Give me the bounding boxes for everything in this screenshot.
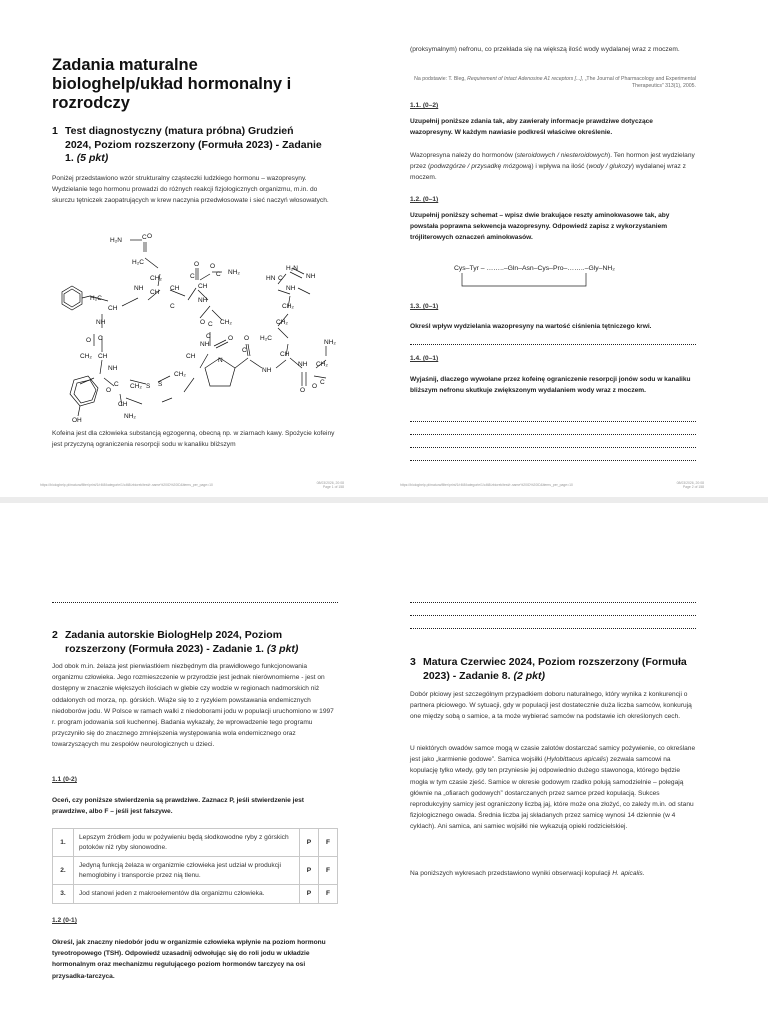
svg-text:NH: NH: [200, 341, 210, 348]
section-2-points: (3 pkt): [266, 642, 299, 655]
task-1-4-label: 1.4. (0–1): [410, 355, 439, 362]
footer-date: 08/03/2026, 20:08: [676, 481, 704, 485]
answer-line[interactable]: [410, 447, 696, 448]
footer-url[interactable]: https://biologhelp.pl/matura/filter/print/1/r4t8/kategorie/1/c4t8/zbiorek/test/r-name%20ID%20ID&items_per_page=10: [40, 483, 213, 487]
svg-text:NH: NH: [306, 273, 316, 280]
false-option[interactable]: F: [319, 885, 338, 904]
svg-text:CH: CH: [118, 401, 128, 408]
svg-text:O: O: [106, 387, 112, 394]
svg-text:H₂N: H₂N: [110, 237, 122, 244]
svg-text:C: C: [242, 347, 247, 354]
svg-text:CH₂: CH₂: [282, 303, 294, 310]
section-2-title: Zadania autorskie BiologHelp 2024, Poziom rozszerzony (Formuła 2023) - Zadanie 1.: [65, 629, 283, 655]
svg-text:C: C: [190, 273, 195, 280]
true-option[interactable]: P: [300, 829, 319, 857]
section-1-caffeine-continued: (proksymalnym) nefronu, co przekłada się na większą ilość wody wydalanej wraz z moczem.: [410, 46, 680, 53]
section-1-intro: Poniżej przedstawiono wzór strukturalny cząsteczki ludzkiego hormonu – wazopresyny. Wydzielanie tego hormonu prowadzi do różnych reakcji fizjologicznych organizmu, m.in. do skurczu tętniczek zaopatrujących w krew naczynia przedwłosowate i sieć naczyń włosowatych.: [52, 175, 329, 205]
sequence-text: Cys–Tyr – ……..–Gln–Asn–Cys–Pro–……..–Gly–NH₂: [454, 265, 615, 272]
answer-line[interactable]: [52, 602, 338, 603]
false-option[interactable]: F: [319, 829, 338, 857]
task-2-1-label: 1.1 (0-2): [52, 776, 77, 783]
svg-text:S: S: [158, 381, 163, 388]
svg-text:CH₂: CH₂: [150, 275, 162, 282]
task-2-2-instruction: Określ, jak znaczny niedobór jodu w organizmie człowieka wpłynie na poziom hormonu tyreotropowego (TSH). Odpowiedź uzasadnij odwołując się do roli jodu w układzie hormonalnym oraz mechanizmu regulującego poziom hormonów tarczycy na osi przysadka-tarczyca.: [52, 939, 326, 980]
answer-line[interactable]: [410, 602, 696, 603]
svg-text:CH: CH: [198, 283, 208, 290]
svg-text:NH: NH: [198, 297, 208, 304]
svg-text:NH: NH: [96, 319, 106, 326]
source-citation: Na podstawie: T. Bleg, Requirement of Intact Adenosine A1 receptors [...], „The Journal of Pharmacology and Experimental Therapeutics” 313(1), 2005.: [414, 76, 696, 90]
section-1-caffeine-text: Kofeina jest dla człowieka substancją egzogenną, obecną np. w ziarnach kawy. Spożycie kofeiny jest przyczyną ograniczenia resorpcji sodu w kanaliku bliższym: [52, 430, 335, 449]
answer-line[interactable]: [410, 344, 696, 345]
table-row: [53, 885, 338, 904]
section-1-number: 1: [52, 125, 58, 137]
task-2-1-instruction: Oceń, czy poniższe stwierdzenia są prawdziwe. Zaznacz P, jeśli stwierdzenie jest prawdziwe, albo F – jeśli jest fałszywe.: [52, 797, 304, 816]
svg-text:CH₂: CH₂: [316, 361, 328, 368]
true-option[interactable]: P: [300, 857, 319, 885]
task-1-2-instruction: Uzupełnij poniższy schemat – wpisz dwie brakujące reszty aminokwasowe tak, aby powstała poprawna sekwencja wazopresyny. Odpowiedź zapisz z wykorzystaniem trójliterowych oznaczeń aminokwasów.: [410, 212, 670, 242]
task-1-2-label: 1.2. (0–1): [410, 196, 439, 203]
statement-text: Jedyną funkcją żelaza w organizmie człowieka jest udział w produkcji hemoglobiny i transporcie przez nią tlenu.: [74, 857, 300, 885]
svg-text:NH: NH: [262, 367, 272, 374]
section-3-number: 3: [410, 656, 416, 668]
row-number: 2.: [53, 857, 74, 885]
svg-text:CH: CH: [280, 351, 290, 358]
footer-date: 08/03/2026, 20:08: [316, 481, 344, 485]
vasopressin-structure-svg: [50, 228, 340, 424]
section-1-title: Test diagnostyczny (matura próbna) Grudzień 2024, Poziom rozszerzony (Formuła 2023) - Zadanie 1.: [65, 125, 322, 164]
svg-text:NH₂: NH₂: [228, 269, 240, 276]
page-4: [384, 503, 768, 1024]
statement-text: Lepszym źródłem jodu w pożywieniu będą słodkowodne ryby z górskich potoków niż ryby słonowodne.: [74, 829, 300, 857]
answer-line[interactable]: [410, 615, 696, 616]
svg-text:O: O: [244, 335, 250, 342]
svg-text:NH: NH: [134, 285, 144, 292]
svg-text:CH₂: CH₂: [220, 319, 232, 326]
svg-text:CH₂: CH₂: [174, 371, 186, 378]
option-substance[interactable]: wody / glukozy: [588, 163, 632, 171]
svg-text:O: O: [200, 319, 206, 326]
svg-text:CH: CH: [108, 305, 118, 312]
section-3-heading: [410, 656, 690, 683]
statement-text: Jod stanowi jeden z makroelementów dla organizmu człowieka.: [74, 885, 300, 904]
false-option[interactable]: F: [319, 857, 338, 885]
svg-text:C: C: [170, 303, 175, 310]
page-2-footer: [400, 481, 704, 493]
svg-text:CH₂: CH₂: [130, 383, 142, 390]
chem-labels: [72, 233, 336, 424]
svg-text:O: O: [147, 233, 153, 240]
svg-text:C: C: [98, 335, 103, 342]
answer-line[interactable]: [410, 460, 696, 461]
svg-text:NH: NH: [298, 361, 308, 368]
task-1-1-instruction: Uzupełnij poniższe zdania tak, aby zawierały informacje prawdziwe dotyczące wazopresyny. W każdym nawiasie podkreśl właściwe określenie.: [410, 118, 653, 137]
true-false-table: [52, 828, 338, 904]
svg-text:S: S: [146, 383, 151, 390]
vasopressin-structure-diagram: [50, 228, 340, 424]
answer-line[interactable]: [410, 628, 696, 629]
svg-text:C: C: [114, 381, 119, 388]
svg-text:O: O: [300, 387, 306, 394]
svg-text:OH: OH: [72, 417, 82, 424]
section-1-points: (5 pkt): [76, 152, 109, 164]
task-1-1-text: Wazopresyna należy do hormonów (steroidowych / niesteroidowych). Ten hormon jest wydzielany przez (podwzgórze / przysadkę mózgową) i wpływa na ilość (wody / glukozy) wydalanej wraz z moczem.: [410, 152, 695, 182]
document-title: Zadania maturalne biologhelp/układ hormonalny i rozrodczy: [52, 56, 292, 112]
sequence-scheme: [452, 262, 682, 290]
footer-page-number: Page 1 of 158: [322, 485, 344, 490]
task-2-2-label: 1.2 (0-1): [52, 917, 77, 924]
svg-text:NH₂: NH₂: [324, 339, 336, 346]
page-1: [0, 0, 384, 497]
svg-text:N: N: [218, 357, 223, 364]
svg-text:CH: CH: [170, 285, 180, 292]
svg-text:C: C: [142, 234, 147, 241]
svg-text:H₂C: H₂C: [260, 335, 272, 342]
section-3-title: Matura Czerwiec 2024, Poziom rozszerzony (Formuła 2023) - Zadanie 8.: [423, 656, 687, 682]
svg-text:CH: CH: [98, 353, 108, 360]
table-row: [53, 857, 338, 885]
svg-text:C: C: [320, 379, 325, 386]
task-1-3-instruction: Określ wpływ wydzielania wazopresyny na wartość ciśnienia tętniczego krwi.: [410, 323, 652, 330]
svg-text:HN: HN: [266, 275, 276, 282]
footer-page-number: Page 2 of 158: [682, 485, 704, 490]
task-1-3-label: 1.3. (0–1): [410, 303, 439, 310]
svg-text:H₂C: H₂C: [132, 259, 144, 266]
section-3-paragraph-2: U niektórych owadów samce mogą w czasie zalotów dostarczać samicy pożywienie, co określane jest jako „karmienie godowe”. Samica wojsiłki (Hylobittacus apicalis) zezwala samcowi na kopulację tylko wtedy, gdy ten przyniesie jej odpowiednio dużego stawonoga, którego będzie mogła w tym czasie zjeść. Samice w okresie godowym rzadko polują samodzielnie – polegają głównie na „ofiarach godowych” dostarczanych przez samce przed kopulacją. Sukces reprodukcyjny samicy jest ograniczony liczbą jaj, które może ona złożyć, co zależy m.in. od stanu fizjologicznego owada. Średnia liczba jaj składanych przez samicę wynosi 14 dziennie (w 4 cyklach). Ani samica, ani samiec wojsiłki nie wykazują opieki rodzicielskiej.: [410, 745, 696, 831]
section-2-heading: [52, 629, 332, 656]
task-1-4-instruction: Wyjaśnij, dlaczego wywołane przez kofeinę ograniczenie resorpcji jonów sodu w kanaliku bliższym nefronu skutkuje zwiększonym wydalaniem wody wraz z moczem.: [410, 376, 691, 395]
section-3-paragraph-3: Na poniższych wykresach przedstawiono wyniki obserwacji kopulacji H. apicalis.: [410, 870, 645, 877]
footer-url[interactable]: https://biologhelp.pl/matura/filter/print/1/r4t8/kategorie/1/c4t8/zbiorek/test/r-name%20ID%20ID&items_per_page=10: [400, 483, 573, 487]
svg-text:C: C: [216, 271, 221, 278]
svg-text:CH: CH: [186, 353, 196, 360]
svg-text:C: C: [278, 275, 283, 282]
option-secreting-organ[interactable]: podwzgórze / przysadkę mózgową: [430, 163, 532, 171]
svg-text:C: C: [208, 321, 213, 328]
svg-text:O: O: [312, 383, 318, 390]
true-option[interactable]: P: [300, 885, 319, 904]
row-number: 1.: [53, 829, 74, 857]
svg-text:NH: NH: [286, 285, 296, 292]
svg-text:O: O: [228, 335, 234, 342]
option-hormone-type[interactable]: steroidowych / niesteroidowych: [516, 152, 609, 159]
svg-text:NH₂: NH₂: [124, 413, 136, 420]
page-1-footer: [40, 481, 344, 493]
page-2: [384, 0, 768, 497]
section-1-heading: [52, 125, 322, 166]
row-number: 3.: [53, 885, 74, 904]
svg-text:NH: NH: [108, 365, 118, 372]
page-3: [0, 503, 384, 1024]
svg-text:H₂N: H₂N: [286, 265, 298, 272]
section-3-points: (2 pkt): [513, 669, 545, 682]
svg-text:C: C: [206, 333, 211, 340]
svg-text:H₂C: H₂C: [90, 295, 102, 302]
section-2-number: 2: [52, 629, 58, 641]
svg-text:O: O: [210, 263, 216, 270]
table-row: [53, 829, 338, 857]
svg-text:O: O: [194, 261, 200, 268]
answer-line[interactable]: [410, 434, 696, 435]
section-3-paragraph-1: Dobór płciowy jest szczególnym przypadkiem doboru naturalnego, który wynika z konkurencji o partnera płciowego. W sytuacji, gdy w populacji jest dostatecznie duża liczba samców, konkurują one między sobą o samice, a ta może wybierać samców na podstawie ich określonych cech.: [410, 691, 692, 721]
svg-text:CH: CH: [150, 289, 160, 296]
task-1-1-label: 1.1. (0–2): [410, 102, 439, 109]
svg-text:CH₂: CH₂: [80, 353, 92, 360]
section-2-intro: Jod obok m.in. żelaza jest pierwiastkiem niezbędnym dla prawidłowego funkcjonowania organizmu człowieka. Jego rozmieszczenie w przyrodzie jest jednak nierównomierne - jest on dostępny w znacznie większych ilościach w glebie czy wodzie w regionach nadmorskich niż oddalonych od morza, np. górskich. Wiąże się to z ryzykiem powstawania endemicznych niedoborów jodu. W Polsce w ramach walki z niedoborami jodu w populacji uruchomiono w 1997 r. program jodowania soli kuchennej. Badania wykazały, że wprowadzenie tego programu przyczyniło się do znacznego zmniejszenia występowania wola endemicznego oraz towarzyszących mu zespołów neurologicznych u dzieci.: [52, 663, 334, 749]
svg-text:O: O: [86, 337, 92, 344]
answer-line[interactable]: [410, 421, 696, 422]
svg-text:CH₂: CH₂: [276, 319, 288, 326]
